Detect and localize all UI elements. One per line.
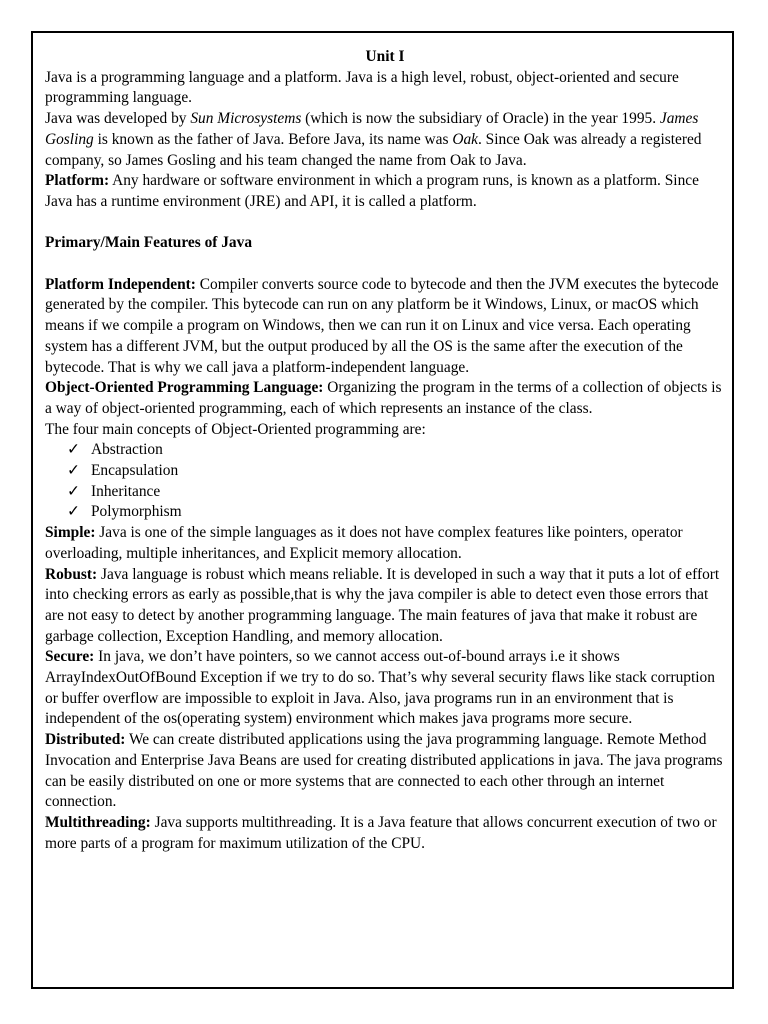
checkmark-icon: ✓ bbox=[67, 482, 80, 500]
list-item bbox=[67, 461, 725, 482]
james-gosling: James Gosling bbox=[45, 110, 699, 148]
history-paragraph bbox=[45, 109, 725, 171]
robust-text: Java language is robust which means reliable. It is developed in such a way that it puts a lot of effort into checking errors as early as possible,that is why the java compiler is able to detect even those errors that are not easy to detect by another programming language. The main features of java that make it robust are garbage collection, Exception Handling, and memory allocation. bbox=[45, 565, 720, 645]
simple-term: Simple: bbox=[45, 524, 96, 542]
robust-term: Robust: bbox=[45, 565, 98, 583]
concept-polymorphism: Polymorphism bbox=[91, 503, 182, 521]
platform-independent-term: Platform Independent: bbox=[45, 275, 196, 293]
history-text-g: . Since Oak was already a registered company, so James Gosling and his team changed the name from Oak to Java. bbox=[45, 130, 702, 169]
concept-encapsulation: Encapsulation bbox=[91, 462, 179, 480]
oak-name: Oak bbox=[452, 130, 478, 148]
checkmark-icon: ✓ bbox=[67, 441, 80, 459]
intro-paragraph bbox=[45, 68, 725, 109]
distributed-term: Distributed: bbox=[45, 731, 126, 749]
secure-paragraph bbox=[45, 647, 725, 730]
platform-term: Platform: bbox=[45, 172, 110, 190]
list-item bbox=[67, 440, 725, 461]
platform-paragraph bbox=[45, 171, 725, 212]
simple-text: Java is one of the simple languages as it does not have complex features like pointers, operator overloading, multiple inheritances, and Explicit memory allocation. bbox=[45, 524, 683, 562]
features-heading-text: Primary/Main Features of Java bbox=[45, 234, 253, 252]
distributed-paragraph bbox=[45, 730, 725, 813]
sun-microsystems: Sun Microsystems bbox=[190, 110, 302, 128]
checkmark-icon: ✓ bbox=[67, 503, 80, 521]
simple-paragraph bbox=[45, 523, 725, 564]
platform-independent-paragraph bbox=[45, 275, 725, 379]
list-item bbox=[67, 482, 725, 503]
secure-text: In java, we don’t have pointers, so we cannot access out-of-bound arrays i.e it shows ArrayIndexOutOfBound Exception if we try to do so. That’s why several security flaws like stack corruption or buffer overflow are impossible to exploit in Java. Also, java programs run in an environment that is independent of the os(operating system) environment which makes java programs more secure. bbox=[45, 648, 715, 728]
platform-text: Any hardware or software environment in which a program runs, is known as a platform. Since Java has a runtime environment (JRE) and API, it is called a platform. bbox=[45, 172, 699, 210]
features-heading bbox=[45, 233, 725, 254]
checkmark-icon: ✓ bbox=[67, 462, 80, 480]
concept-abstraction: Abstraction bbox=[91, 441, 163, 459]
robust-paragraph bbox=[45, 565, 725, 648]
multithreading-paragraph bbox=[45, 813, 725, 854]
distributed-text: We can create distributed applications using the java programming language. Remote Method Invocation and Enterprise Java Beans are used for creating distributed applications in java. The java programs can be easily distributed on one or more systems that are connected to each other through an internet connection. bbox=[45, 731, 723, 811]
platform-independent-text: Compiler converts source code to bytecode and then the JVM executes the bytecode generated by the compiler. This bytecode can run on any platform be it Windows, Linux, or macOS which means if we compile a program on Windows, then we can run it on Linux and vice versa. Each operating system has a different JVM, but the output produced by all the OS is the same after the execution of the bytecode. That is why we call java a platform-independent language. bbox=[45, 275, 719, 376]
oop-term: Object-Oriented Programming Language: bbox=[45, 379, 324, 397]
intro-text: Java is a programming language and a platform. Java is a high level, robust, object-oriented and secure programming language. bbox=[45, 68, 679, 107]
oop-concepts-list bbox=[45, 440, 725, 523]
history-text-e: is known as the father of Java. Before Java, its name was bbox=[93, 130, 453, 148]
concept-inheritance: Inheritance bbox=[91, 482, 161, 500]
multithreading-term: Multithreading: bbox=[45, 813, 151, 831]
history-text-a: Java was developed by bbox=[45, 110, 191, 128]
history-text-c: (which is now the subsidiary of Oracle) in the year 1995. bbox=[301, 110, 660, 128]
document-body bbox=[45, 47, 725, 854]
oop-concepts-intro: The four main concepts of Object-Oriented programming are: bbox=[45, 420, 426, 438]
unit-title: Unit I bbox=[365, 48, 405, 65]
oop-paragraph bbox=[45, 378, 725, 419]
oop-text: Organizing the program in the terms of a collection of objects is a way of object-oriented programming, each of which represents an instance of the class. bbox=[45, 379, 722, 417]
list-item bbox=[67, 502, 725, 523]
secure-term: Secure: bbox=[45, 648, 95, 666]
multithreading-text: Java supports multithreading. It is a Java feature that allows concurrent execution of two or more parts of a program for maximum utilization of the CPU. bbox=[45, 813, 717, 852]
